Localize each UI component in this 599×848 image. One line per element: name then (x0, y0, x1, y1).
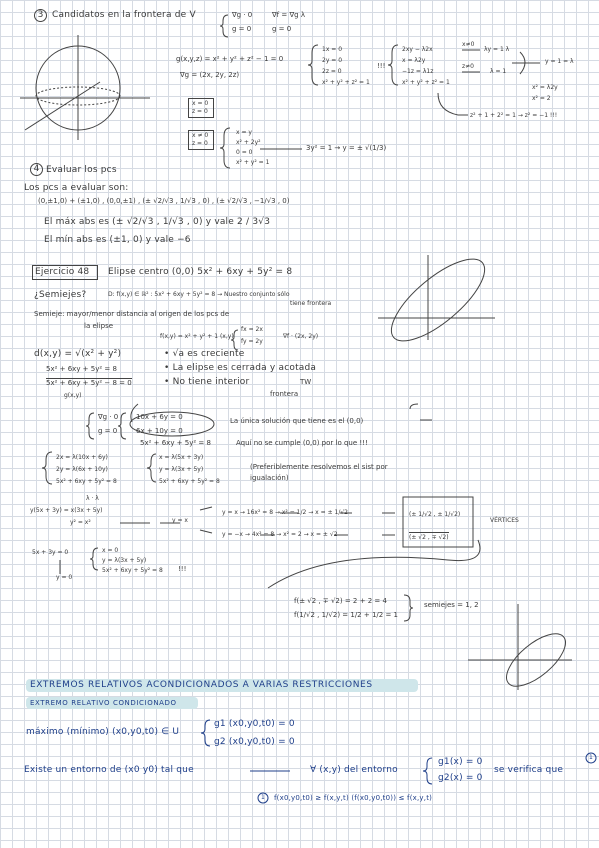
brace-sys2 (220, 128, 230, 168)
s3-cond-bot: g = 0 (232, 25, 252, 33)
exercise-cond-2: g = 0 (98, 427, 118, 435)
exercise-g-label: g(x,y) (64, 392, 82, 399)
x-axis (25, 82, 100, 130)
exercise-label: Ejercicio 48 (35, 267, 90, 277)
exercise-domain-2: tiene frontera (290, 300, 332, 307)
case0-sys-3: 5x² + 6xy + 5y² = 8 (102, 567, 163, 574)
s3-x0-1: x = 0 (192, 100, 209, 107)
s3-sys2-3: 0 = 0 (236, 149, 253, 156)
s3-sys-right-1: 2xy − λ2x (402, 46, 433, 53)
ineq-badge: 1 (261, 794, 265, 801)
lag-note: (Preferiblemente resolvemos el sist por igualación) (250, 463, 388, 482)
def-g2: g2 (x0,y0,t0) = 0 (214, 737, 295, 747)
s3-sys-right-4: x² + y² + z² = 1 (402, 79, 450, 86)
bullet-1: • √a es creciente (164, 349, 245, 359)
exercise-semieje: Semieje: mayor/menor distancia al origen de los pcs de (34, 310, 230, 318)
circle (36, 46, 120, 130)
s3-grad-g: ∇g = (2x, 2y, 2z) (180, 71, 240, 79)
eval-1: f(± √2 , ∓ √2) = 2 + 2 = 4 (294, 597, 387, 605)
lag-left-3: 5x² + 6xy + 5y² = 8 (56, 478, 117, 485)
verifica-text: se verifica que (494, 765, 564, 775)
verifica-badge: 1 (589, 754, 593, 761)
lag-mid-2: y = λ(3x + 5y) (159, 466, 204, 473)
extremos-subtitle: EXTREMO RELATIVO CONDICIONADO (30, 699, 177, 707)
s3-arrow1-label: x≠0 (462, 41, 475, 48)
exercise-eq1: 5x² + 6xy + 5y² = 8 (46, 365, 117, 373)
s3-xne-1: x ≠ 0 (192, 132, 209, 139)
s3-res3: y = 1 = λ (545, 58, 574, 65)
exercise-cond-note2: Aquí no se cumple (0,0) por lo que !!! (236, 439, 368, 447)
exercise-fy: fy = 2y (241, 338, 263, 345)
ellipse-figure-small (468, 604, 574, 695)
case0-1: 5x + 3y = 0 (32, 549, 69, 556)
extremos-title: EXTREMOS RELATIVOS ACONDICIONADOS A VARIAS RESTRICCIONES (30, 680, 373, 690)
lag-mid-1: x = λ(5x + 3y) (159, 454, 204, 461)
s3-arrow2-label: z≠0 (462, 63, 474, 70)
ratio-eq2: y² = x² (70, 519, 91, 526)
s3-excl: !!! (377, 62, 386, 70)
exercise-domain: D: f(x,y) ∈ ℝ² : 5x² + 6xy + 5y² = 8 → Nuestro conjunto sólo (108, 291, 290, 298)
exercise-cond-eq: 5x² + 6xy + 5y² = 8 (140, 439, 211, 447)
case0-sys-1: x = 0 (102, 547, 119, 554)
s3-cond-bot-rhs: g = 0 (272, 25, 292, 33)
exercise-question: ¿Semiejes? (34, 290, 87, 300)
bullet-3: • No tiene interior (164, 377, 250, 387)
exercise-eq2: 5x² + 6xy + 5y² − 8 = 0 (46, 379, 132, 387)
section-3-title: Candidatos en la frontera de V (52, 10, 196, 20)
vertices-label: VÉRTICES (490, 517, 519, 524)
bullet-frontera: frontera (270, 390, 299, 398)
lag-left-2: 2y = λ(6x + 10y) (56, 466, 108, 473)
brace-left (308, 45, 318, 85)
lag-mid-3: 5x² + 6xy + 5y² = 8 (159, 478, 220, 485)
section-4-points: (0,±1,0) + (±1,0) , (0,0,±1) , (± √2/√3 , 1/√3 , 0) , (± √2/√3 , −1/√3 , 0) (38, 197, 290, 205)
exist-line: Existe un entorno de (x0 y0) tal que (24, 765, 194, 775)
unit-circle-figure (20, 35, 150, 140)
lag-left-1: 2x = λ(10x + 6y) (56, 454, 108, 461)
section-4-max: El máx abs es (± √2/√3 , 1/√3 , 0) y vale 2 / 3√3 (44, 217, 271, 227)
section-4-number: 4 (30, 163, 43, 176)
s3-sys-right-3: −1z = λ1z (402, 68, 434, 75)
s3-sys2-result: 3y² = 1 → y = ± √(1/3) (306, 144, 387, 152)
case0-2: y = 0 (56, 574, 73, 581)
exercise-dist: d(x,y) = √(x² + y²) (34, 349, 122, 359)
case0-sys-2: y = λ(3x + 5y) (102, 557, 147, 564)
s3-bottom-chain: z² + 1 + 2² = 1 → z² = −1 !!! (470, 112, 558, 119)
s3-sys2-4: x² + y² = 1 (236, 159, 270, 166)
section-3-number: 3 (34, 9, 47, 22)
s3-sys-left-3: 2z = 0 (322, 68, 342, 75)
exercise-fn: f(x,y) = x² + y² + 1 (x,y) (160, 333, 234, 340)
eval-2: f(1/√2 , 1/√2) = 1/2 + 1/2 = 1 (294, 611, 398, 619)
s3-sys-left-1: 1x = 0 (322, 46, 343, 53)
s3-xne-2: z = 0 (192, 140, 208, 147)
cond-g1: g1(x) = 0 (438, 757, 483, 767)
exercise-cond-right-1: 10x + 6y = 0 (136, 413, 183, 421)
exercise-cond-right-2: 6x + 10y = 0 (136, 427, 183, 435)
s3-cond-top: ∇g · 0 (232, 11, 253, 19)
s3-sys2-1: x = y (236, 129, 252, 136)
bullet-tw: TW (300, 378, 312, 386)
forall-line: ∀ (x,y) del entorno (310, 765, 398, 775)
s3-x0-2: z = 0 (192, 108, 208, 115)
lambda-label: λ · λ (86, 495, 99, 502)
def-g1: g1 (x0,y0,t0) = 0 (214, 719, 295, 729)
s3-sys2-2: x² + 2y² (236, 139, 261, 146)
s3-sys-right-2: x = λ2y (402, 57, 426, 64)
ineq-line: f(x0,y0,t0) ≥ f(x,y,t) (f(x0,y0,t0)) ≤ f(x,y,t) (274, 794, 433, 802)
ratio-eq: y(5x + 3y) = x(3x + 5y) (30, 507, 103, 514)
s3-g-def: g(x,y,z) = x² + y² + z² − 1 = 0 (176, 55, 284, 63)
s3-cond-top-rhs: ∇f = ∇g λ (272, 11, 305, 19)
exercise-title: Elipse centro (0,0) 5x² + 6xy + 5y² = 8 (108, 267, 293, 277)
ellipse-figure (378, 246, 497, 354)
exercise-semieje-2: la elipse (84, 322, 114, 330)
solution-1: (± 1/√2 , ± 1/√2) (409, 511, 461, 518)
equator (36, 87, 120, 105)
section-4-title: Evaluar los pcs (46, 165, 117, 175)
branch-2: y = −x → 4x² = 8 → x² = 2 → x = ± √2 (222, 531, 338, 538)
exercise-cond-note: La única solución que tiene es el (0,0) (230, 417, 364, 425)
cond-g2: g2(x) = 0 (438, 773, 483, 783)
solution-2: (± √2 , ∓ √2) (409, 534, 449, 541)
s3-res5: x² = 2 (532, 95, 551, 102)
semiejes-result: semiejes = 1, 2 (424, 601, 479, 609)
exercise-cond-1: ∇g · 0 (98, 413, 119, 421)
section-4-min: El mín abs es (±1, 0) y vale −6 (44, 235, 191, 245)
s3-sys-left-2: 2y = 0 (322, 57, 343, 64)
case0-result: !!! (178, 565, 187, 573)
y-pm-x: y = x (172, 517, 188, 524)
brace-right (388, 45, 398, 85)
section-4-intro: Los pcs a evaluar son: (24, 183, 129, 193)
s3-sys-left-4: x² + y² + z² = 1 (322, 79, 370, 86)
bullet-2: • La elipse es cerrada y acotada (164, 363, 317, 373)
brace-cond (220, 15, 228, 37)
exercise-grad-f: ∇f · (2x, 2y) (283, 333, 319, 340)
branch-1: y = x → 16x² = 8 → x² = 1/2 → x = ± 1/√2 (222, 509, 348, 516)
s3-res2: λ = 1 (490, 68, 507, 75)
exercise-fx: fx = 2x (241, 326, 263, 333)
s3-res4: x² = λ2y (532, 84, 558, 91)
s3-res1: λy = 1 λ (484, 46, 510, 53)
def-line: máximo (mínimo) (x0,y0,t0) ∈ U (26, 727, 180, 737)
